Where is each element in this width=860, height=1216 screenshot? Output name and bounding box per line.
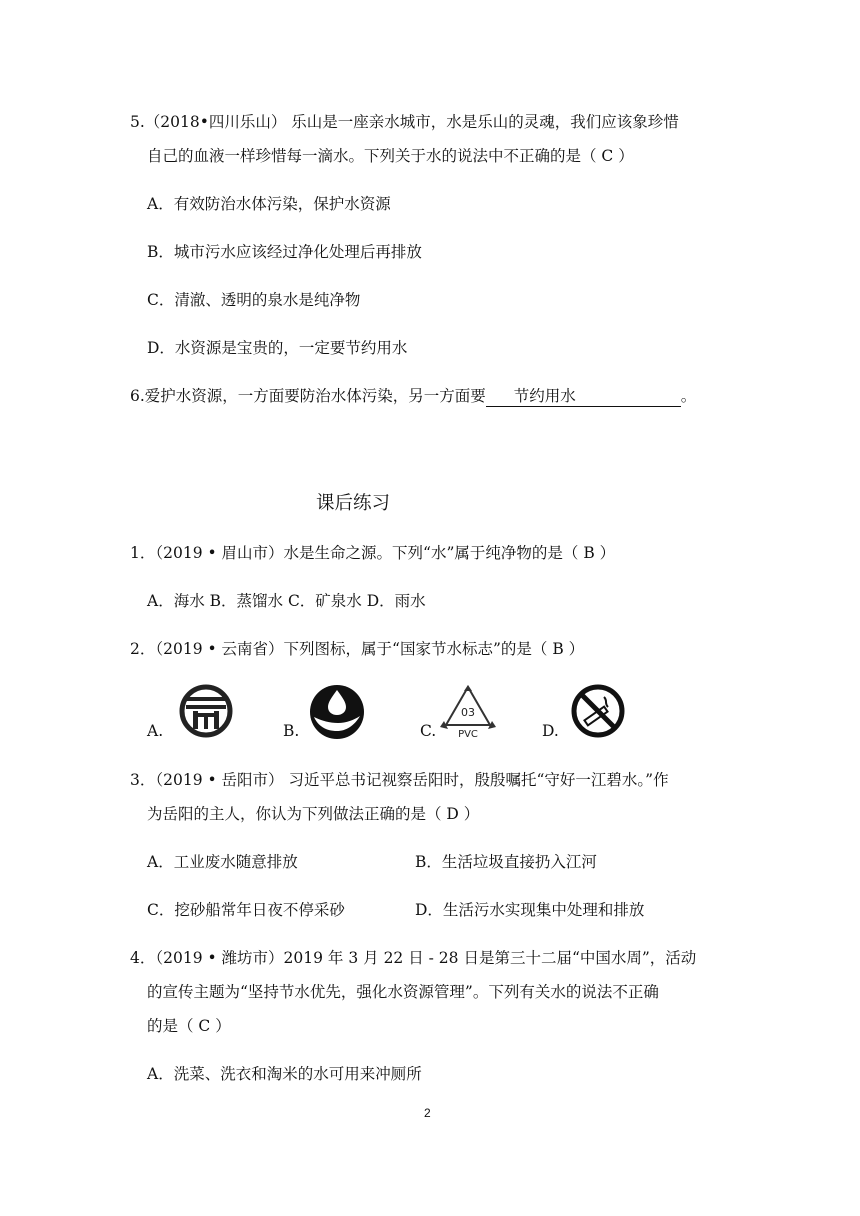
e4-stem-line2: 的宣传主题为“坚持节水优先，强化水资源管理”。下列有关水的说法不正确 (147, 983, 659, 1001)
e3-option-d: D．生活污水实现集中处理和排放 (415, 901, 645, 919)
q5-option-d: D．水资源是宝贵的，一定要节约用水 (147, 339, 408, 357)
q5-option-c: C．清澈、透明的泉水是纯净物 (147, 291, 361, 309)
e2-label-c: C. (420, 722, 437, 740)
e1-stem: 1．（2019 • 眉山市）水是生命之源。下列“水”属于纯净物的是（ B ） (130, 544, 616, 562)
q6-line (130, 386, 696, 407)
e3-stem-line1: 3．（2019 • 岳阳市） 习近平总书记视察岳阳时，殷殷嘱托“守好一江碧水。”作 (130, 771, 669, 789)
q6-suffix: 。 (680, 387, 697, 405)
emblem-icon (178, 683, 234, 739)
e2-label-d: D. (542, 722, 559, 740)
no-smoking-icon (570, 683, 626, 739)
q5-option-a: A．有效防治水体污染，保护水资源 (147, 195, 391, 213)
e3-option-a: A．工业废水随意排放 (147, 853, 298, 871)
e4-stem-line3: 的是（ C ） (147, 1017, 231, 1035)
recycle-code: 03 (461, 706, 475, 719)
q5-stem-line1: 5.（2018•四川乐山） 乐山是一座亲水城市，水是乐山的灵魂，我们应该象珍惜 (130, 113, 679, 131)
e3-option-b: B．生活垃圾直接扔入江河 (415, 853, 597, 871)
q6-answer-blank: 节约用水 (486, 386, 681, 407)
recycle-text: PVC (458, 729, 478, 739)
page-number: 2 (424, 1106, 431, 1120)
q5-option-b: B．城市污水应该经过净化处理后再排放 (147, 243, 422, 261)
e1-options: A．海水 B．蒸馏水 C．矿泉水 D．雨水 (147, 592, 426, 610)
recycle-icon (440, 683, 496, 739)
e3-stem-line2: 为岳阳的主人，你认为下列做法正确的是（ D ） (147, 805, 480, 823)
section-title: 课后练习 (316, 493, 391, 514)
q6-prefix: 6.爱护水资源，一方面要防治水体污染，另一方面要 (130, 387, 486, 405)
e3-option-c: C．挖砂船常年日夜不停采砂 (147, 901, 345, 919)
e2-stem: 2．（2019 • 云南省）下列图标，属于“国家节水标志”的是（ B ） (130, 640, 585, 658)
e2-label-b: B. (283, 722, 300, 740)
e2-label-a: A. (147, 722, 164, 740)
e4-stem-line1: 4．（2019 • 潍坊市）2019 年 3 月 22 日 - 28 日是第三十二届“中国水周”，活动 (130, 949, 697, 967)
water-saving-logo-icon (308, 683, 366, 741)
q5-stem-line2: 自己的血液一样珍惜每一滴水。下列关于水的说法中不正确的是（ C ） (147, 147, 634, 165)
e4-option-a: A．洗菜、洗衣和淘米的水可用来冲厕所 (147, 1065, 422, 1083)
